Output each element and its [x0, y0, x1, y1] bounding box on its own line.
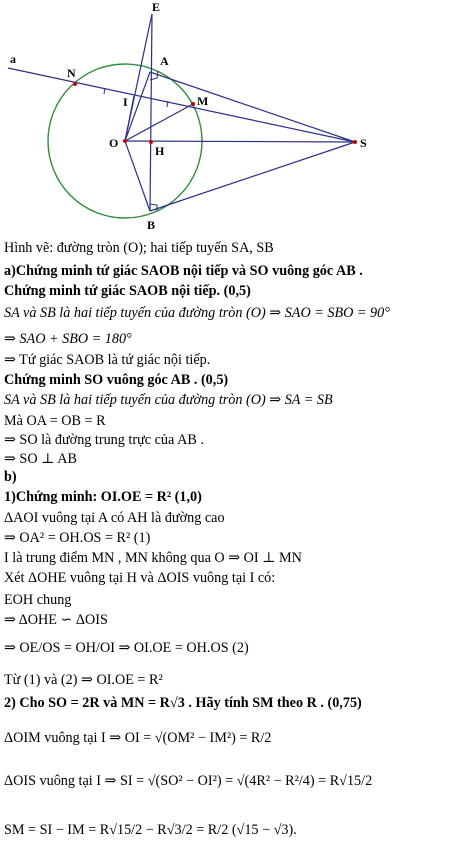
- segment-eb: [150, 14, 152, 211]
- line-a: [8, 68, 355, 142]
- line-oi-value: ΔOIM vuông tại I ⇒ OI = √(OM² − IM²) = R/2: [4, 730, 272, 746]
- label-m: M: [197, 94, 209, 108]
- label-s: S: [360, 136, 367, 150]
- part-a-sub1: Chứng minh tứ giác SAOB nội tiếp. (0,5): [4, 283, 251, 299]
- segment-om: [125, 104, 193, 141]
- label-h: H: [155, 144, 165, 158]
- figure-caption: Hình vẽ: đường tròn (O); hai tiếp tuyến SA, SB: [4, 240, 274, 256]
- label-a-line: a: [10, 52, 16, 66]
- line-conclusion-b1: Từ (1) và (2) ⇒ OI.OE = R²: [4, 672, 163, 688]
- line-si-value: ΔOIS vuông tại I ⇒ SI = √(SO² − OI²) = √(4R² − R²/4) = R√15/2: [4, 773, 373, 789]
- label-i: I: [123, 95, 128, 109]
- line-oa-ob: Mà OA = OB = R: [4, 413, 106, 429]
- part-a-sub2: Chứng minh SO vuông góc AB . (0,5): [4, 372, 229, 388]
- segment-ob: [125, 141, 150, 211]
- label-b: B: [147, 218, 156, 232]
- line-sa-sb: SA và SB là hai tiếp tuyến của đường tròn (O) ⇒ SA = SB: [4, 392, 333, 408]
- point-m: [191, 102, 195, 106]
- part-b-heading: b): [4, 469, 17, 485]
- line-cyclic: ⇒ Tứ giác SAOB là tứ giác nội tiếp.: [4, 352, 211, 368]
- line-angle-sum: ⇒ SAO + SBO = 180°: [4, 331, 132, 347]
- segment-os: [125, 141, 355, 142]
- line-aoi: ΔAOI vuông tại A có AH là đường cao: [4, 510, 225, 526]
- part-b2-heading: 2) Cho SO = 2R và MN = R√3 . Hãy tính SM theo R . (0,75): [4, 695, 362, 711]
- line-common-angle: EOH chung: [4, 592, 72, 608]
- line-so-perp-ab: ⇒ SO ⊥ AB: [4, 451, 77, 467]
- label-o: O: [109, 136, 119, 150]
- line-tangents-angles: SA và SB là hai tiếp tuyến của đường tròn (O) ⇒ SAO = SBO = 90°: [4, 305, 390, 321]
- point-n: [73, 82, 77, 86]
- line-similar: ⇒ ΔOHE ∽ ΔOIS: [4, 612, 108, 628]
- line-sm-value: SM = SI − IM = R√15/2 − R√3/2 = R/2 (√15 − √3).: [4, 822, 297, 838]
- part-b1-heading: 1)Chứng minh: OI.OE = R² (1,0): [4, 489, 202, 505]
- line-midpoint: I là trung điểm MN , MN không qua O ⇒ OI ⊥ MN: [4, 550, 302, 566]
- line-consider-triangles: Xét ΔOHE vuông tại H và ΔOIS vuông tại I có:: [4, 570, 276, 586]
- point-o: [123, 139, 127, 143]
- point-h: [149, 140, 153, 144]
- line-ratio: ⇒ OE/OS = OH/OI ⇒ OI.OE = OH.OS (2): [4, 640, 249, 656]
- tangent-sb: [150, 142, 355, 211]
- geometry-figure: [0, 0, 451, 240]
- label-e: E: [152, 0, 161, 14]
- part-a-heading: a)Chứng minh tứ giác SAOB nội tiếp và SO vuông góc AB .: [4, 263, 363, 279]
- line-oa-squared: ⇒ OA² = OH.OS = R² (1): [4, 530, 151, 546]
- point-s: [353, 140, 357, 144]
- label-a: A: [160, 54, 169, 68]
- label-n: N: [67, 66, 76, 80]
- tangent-sa: [150, 72, 355, 142]
- line-perp-bisector: ⇒ SO là đường trung trực của AB .: [4, 432, 204, 448]
